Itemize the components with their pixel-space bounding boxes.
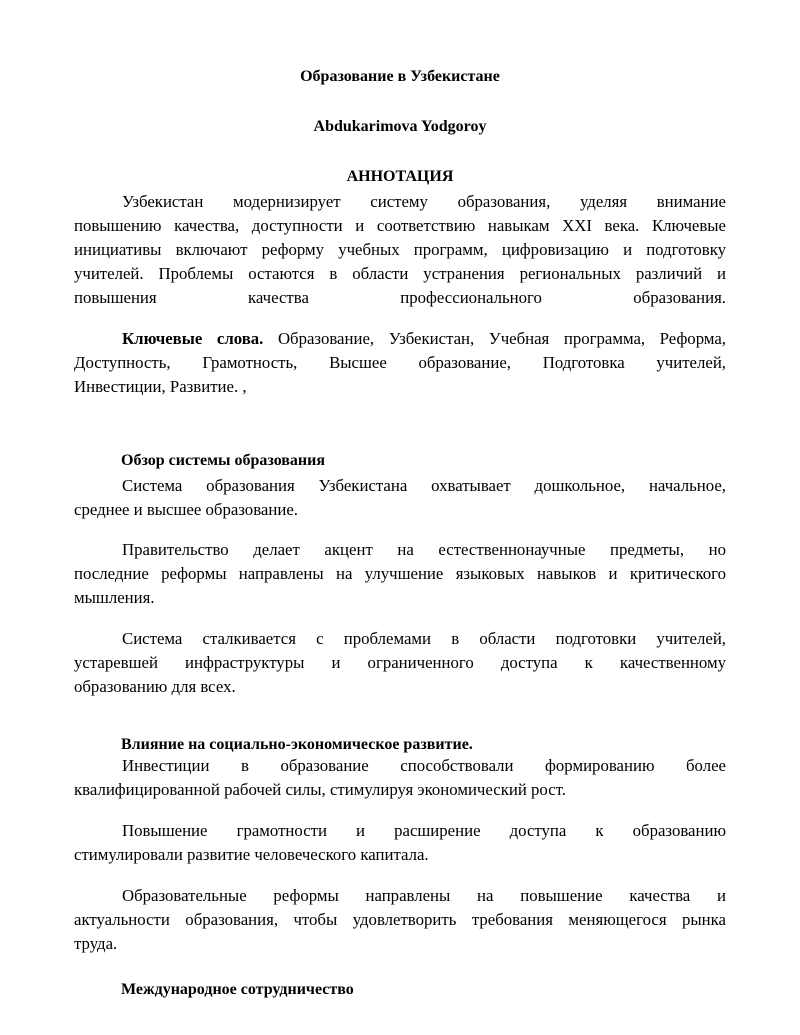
paragraph-line: квалифицированной рабочей силы, стимулируя экономический рост. — [74, 780, 566, 799]
paragraph-line: актуальности образования, чтобы удовлетворить требования меняющегося рынка — [74, 910, 726, 929]
paragraph — [74, 538, 726, 610]
annotation-heading: АННОТАЦИЯ — [346, 168, 454, 185]
keywords-label: Ключевые слова. — [122, 329, 264, 348]
annotation-line: повышения качества профессионального образования. — [74, 288, 726, 307]
paragraph-line: Образовательные реформы направлены на повышение качества и — [122, 886, 726, 905]
paragraph-line: устаревшей инфраструктуры и ограниченного доступа к качественному — [74, 653, 726, 672]
section-heading: Влияние на социально-экономическое развитие. — [121, 736, 473, 753]
paragraph — [74, 754, 726, 802]
paragraph — [74, 474, 726, 522]
annotation-line: учителей. Проблемы остаются в области устранения региональных различий и — [74, 264, 726, 283]
paragraph-line: труда. — [74, 934, 118, 953]
paragraph-line: последние реформы направлены на улучшение языковых навыков и критического — [74, 564, 726, 583]
annotation-line: Узбекистан модернизирует систему образования, уделяя внимание — [122, 192, 726, 211]
paragraph-line: Правительство делает акцент на естественнонаучные предметы, но — [122, 540, 726, 559]
paragraph-line: стимулировали развитие человеческого капитала. — [74, 845, 429, 864]
section-heading: Обзор системы образования — [121, 452, 326, 469]
keywords-text: Доступность, Грамотность, Высшее образование, Подготовка учителей, — [74, 353, 726, 372]
paragraph-line: мышления. — [74, 588, 155, 607]
paragraph-line: образованию для всех. — [74, 677, 236, 696]
keywords-text: Образование, Узбекистан, Учебная программа, Реформа, — [263, 329, 726, 348]
document-title: Образование в Узбекистане — [300, 68, 500, 85]
paragraph — [74, 627, 726, 699]
keywords-paragraph — [74, 327, 726, 399]
annotation-line: инициативы включают реформу учебных программ, цифровизацию и подготовку — [74, 240, 726, 259]
paragraph-line: Система сталкивается с проблемами в области подготовки учителей, — [122, 629, 726, 648]
paragraph — [74, 884, 726, 956]
author-name: Abdukarimova Yodgoroy — [313, 118, 487, 135]
annotation-paragraph — [74, 190, 726, 310]
paragraph-line: Повышение грамотности и расширение доступа к образованию — [122, 821, 726, 840]
paragraph-line: Инвестиции в образование способствовали формированию более — [122, 756, 726, 775]
paragraph — [74, 819, 726, 867]
annotation-line: повышению качества, доступности и соответствию навыкам XXI века. Ключевые — [74, 216, 726, 235]
paragraph-line: Система образования Узбекистана охватывает дошкольное, начальное, — [122, 476, 726, 495]
keywords-text: Инвестиции, Развитие. , — [74, 377, 247, 396]
section-heading: Международное сотрудничество — [121, 981, 354, 998]
paragraph-line: среднее и высшее образование. — [74, 500, 298, 519]
